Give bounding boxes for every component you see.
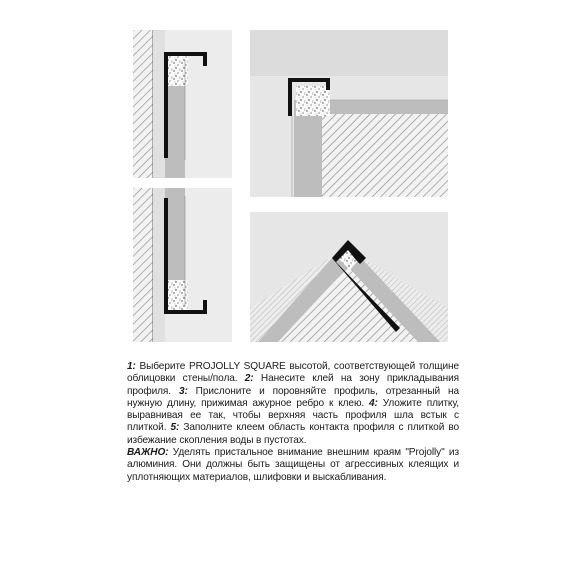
important-text: Уделять пристальное внимание внешним краям "Projolly" из алюминия. Они должны быть защищены от агрессивных клеящих и уплотняющих материалов, шлифовки и выскабливания. <box>127 447 459 483</box>
step-1-text: Выберите PROJOLLY SQUARE высотой, соответствующей толщине облицовки стены/пола. <box>127 361 459 385</box>
illustration-wall-profile-bottom <box>133 188 232 342</box>
illustration-diagonal-corner-profile <box>250 212 448 342</box>
important-label: ВАЖНО: <box>127 447 169 459</box>
installation-instructions <box>127 361 459 484</box>
important-note <box>127 447 459 484</box>
step-5-text: Заполните клеем область контакта профиля с плиткой во избежание скопления воды в пустотах. <box>127 422 459 446</box>
illustration-floor-corner-profile <box>250 30 448 197</box>
step-2-text: Нанесите клей на зону прикладывания профиля. <box>127 373 459 397</box>
steps-paragraph <box>127 361 459 447</box>
step-2-number: 2: <box>244 373 254 385</box>
step-4-text: Уложите плитку, выравнивая ее так, чтобы верхняя часть профиля шла встык с плиткой. <box>127 397 460 434</box>
step-3-number: 3: <box>178 385 188 397</box>
step-1-number: 1: <box>127 361 136 372</box>
step-4-number: 4: <box>369 397 378 409</box>
step-3-text: Прислоните и поровняйте профиль, отрезанный на нужную длину, прижимая ажурное ребро к клею. <box>127 385 460 409</box>
step-5-number: 5: <box>170 422 180 434</box>
illustration-wall-profile-top <box>133 30 232 178</box>
